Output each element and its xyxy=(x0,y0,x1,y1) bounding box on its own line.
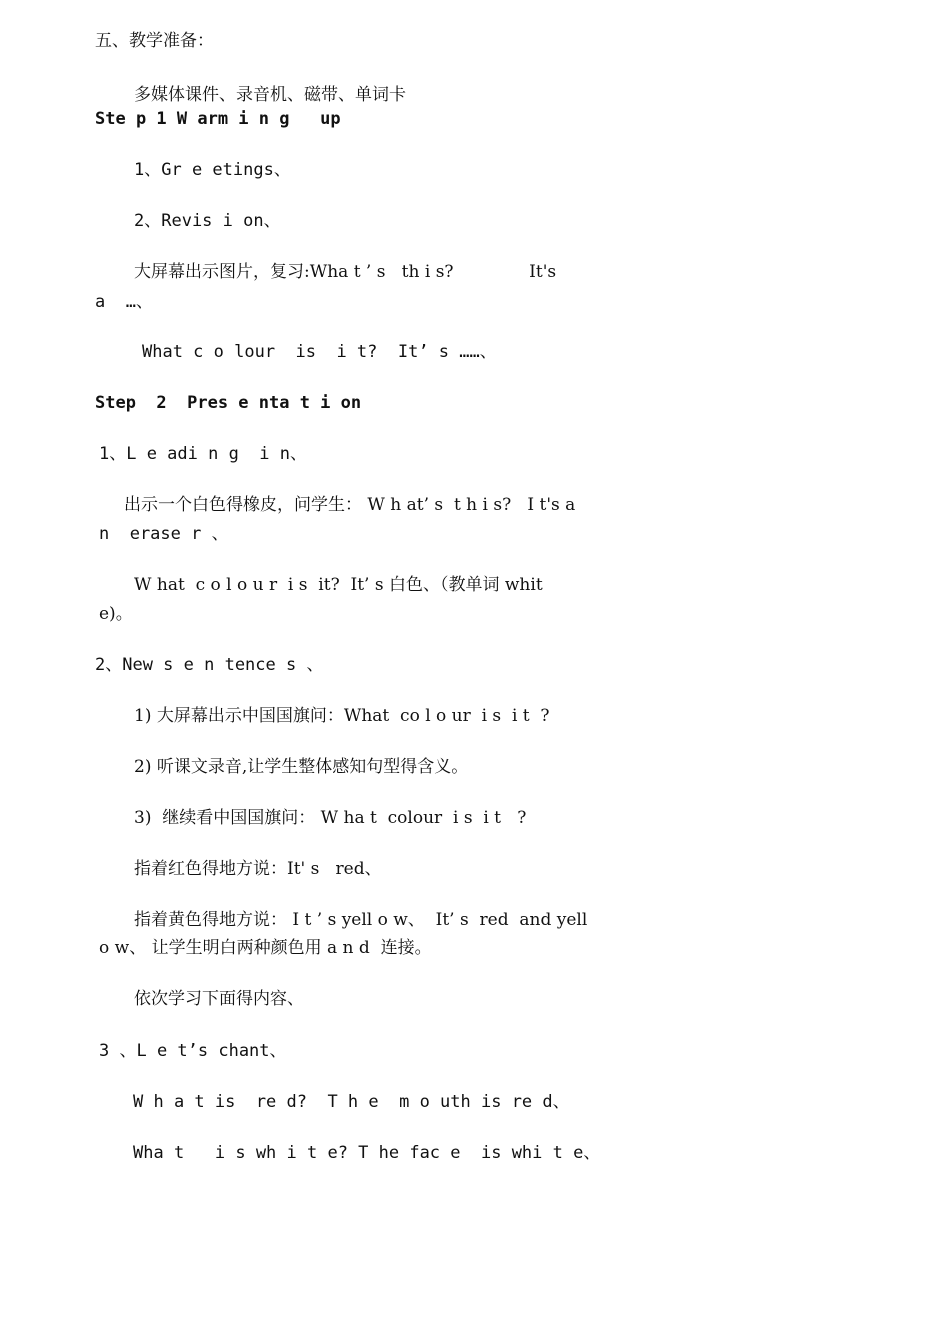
leading-in-colour-line2: e)。 xyxy=(99,604,133,624)
step1-item-greetings: 1、Gr e etings、 xyxy=(134,160,291,180)
new-sentences-point-3: 3) 继续看中国国旗问： W ha t colour i s i t ? xyxy=(134,808,527,828)
revision-colour-question: What c o lour is i t? It’ s ……、 xyxy=(142,342,497,362)
prep-materials-text: 多媒体课件、录音机、磁带、单词卡 xyxy=(134,85,406,105)
leading-in-text-line1: 出示一个白色得橡皮，问学生： W h at’ s t h i s? I t's a xyxy=(124,495,576,515)
red-pointing-text: 指着红色得地方说：It' s red、 xyxy=(134,859,382,879)
step2-item-new-sentences: 2、New s e n tence s 、 xyxy=(95,655,324,675)
section-heading-teaching-prep: 五、教学准备： xyxy=(95,31,214,51)
step2-item-chant: 3 、L e t’s chant、 xyxy=(99,1041,287,1061)
chant-line-white: Wha t i s wh i t e? T he fac e is whi t e、 xyxy=(133,1143,601,1163)
new-sentences-point-2: 2) 听课文录音,让学生整体感知句型得含义。 xyxy=(134,757,469,777)
chant-line-red: W h a t is re d? T h e m o uth is re d、 xyxy=(133,1092,570,1112)
yellow-pointing-line1: 指着黄色得地方说： I t ’ s yell o w、 It’ s red and yell xyxy=(134,910,588,930)
step1-item-revision: 2、Revis i on、 xyxy=(134,211,281,231)
yellow-pointing-line2: o w、 让学生明白两种颜色用 a n d 连接。 xyxy=(99,938,432,958)
step2-heading: Step 2 Pres e nta t i on xyxy=(95,393,362,413)
follow-up-text: 依次学习下面得内容、 xyxy=(134,989,304,1009)
leading-in-text-line2: n erase r 、 xyxy=(99,524,229,544)
leading-in-colour-line1: W hat c o l o u r i s it? It’ s 白色、（教单词 whit xyxy=(134,575,543,595)
new-sentences-point-1: 1) 大屏幕出示中国国旗问：What co l o ur i s i t ? xyxy=(134,706,550,726)
step2-item-leading-in: 1、L e adi n g i n、 xyxy=(99,444,307,464)
revision-text-line2: a …、 xyxy=(95,292,153,312)
revision-text-line1: 大屏幕出示图片，复习:Wha t ’ s th i s? It's xyxy=(134,262,557,282)
step1-heading: Ste p 1 W arm i n g up xyxy=(95,109,341,129)
